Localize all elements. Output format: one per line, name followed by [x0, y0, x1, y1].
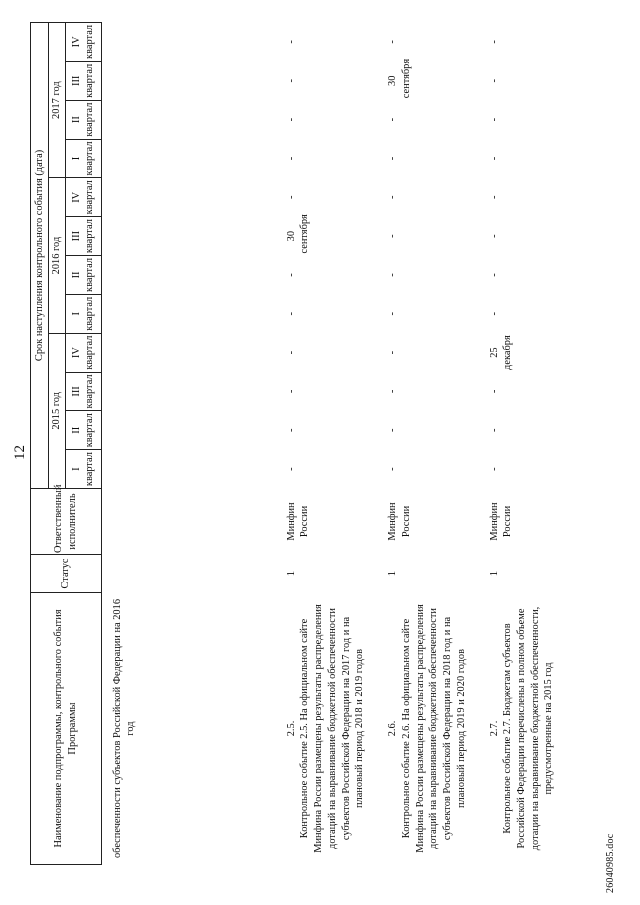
- date-cell: 30 сентября: [387, 58, 412, 99]
- header-year-2016: 2016 год: [49, 178, 66, 333]
- header-status: Статус: [31, 555, 102, 593]
- footer-doc-code: 26040985.doc: [605, 833, 616, 893]
- date-cell: -: [387, 117, 399, 122]
- header-quarter: II квартал: [65, 411, 101, 450]
- date-cell: -: [285, 467, 297, 471]
- date-cell: -: [387, 156, 399, 161]
- executor-value: Минфин России: [285, 502, 311, 541]
- date-cell: -: [387, 234, 399, 238]
- date-cell: -: [387, 428, 399, 432]
- date-cell: -: [488, 273, 500, 277]
- date-cell: -: [387, 467, 399, 471]
- date-cell: -: [387, 350, 399, 355]
- date-cell: 30 сентября: [285, 214, 311, 254]
- date-cell: -: [488, 428, 500, 432]
- header-quarter: III квартал: [65, 61, 101, 100]
- date-cell: -: [387, 40, 399, 44]
- date-cell: 25 декабря: [488, 335, 514, 370]
- executor-value: Минфин России: [387, 502, 412, 541]
- date-cell: -: [387, 389, 399, 394]
- executor-value: Минфин России: [488, 502, 514, 541]
- date-cell: -: [488, 467, 500, 471]
- header-quarter: IV квартал: [65, 333, 101, 372]
- table-row: [479, 22, 567, 864]
- date-cell: -: [285, 389, 297, 394]
- header-year-2017: 2017 год: [49, 22, 66, 177]
- header-quarter: III квартал: [65, 217, 101, 256]
- date-cell: -: [488, 79, 500, 83]
- date-cell: -: [387, 312, 399, 316]
- date-cell: -: [387, 273, 399, 277]
- date-cell: -: [488, 40, 500, 44]
- header-quarter: IV квартал: [65, 178, 101, 217]
- header-quarter: III квартал: [65, 372, 101, 411]
- date-cell: -: [285, 273, 297, 277]
- header-quarter: II квартал: [65, 100, 101, 139]
- date-cell: -: [488, 156, 500, 161]
- table-row: [377, 22, 478, 864]
- date-cell: -: [285, 312, 297, 316]
- header-quarter: I квартал: [65, 139, 101, 178]
- header-quarter: I квартал: [65, 294, 101, 333]
- header-executor: Ответственный исполнитель: [31, 489, 102, 555]
- control-events-table: [30, 22, 566, 865]
- row-number: 2.5.: [285, 720, 297, 737]
- header-name: Наименование подпрограммы, контрольного события Программы: [31, 593, 102, 865]
- header-quarter: II квартал: [65, 256, 101, 295]
- header-quarter: I квартал: [65, 450, 101, 489]
- date-cell: -: [285, 156, 297, 161]
- row-number: 2.7.: [488, 720, 500, 737]
- continued-name: обеспеченности субъектов Российской Федерации на 2016 год: [111, 598, 137, 859]
- page-number: 12: [12, 445, 28, 460]
- status-value: 1: [387, 570, 399, 577]
- table-row: [276, 22, 377, 864]
- date-cell: -: [488, 312, 500, 316]
- date-cell: -: [285, 195, 297, 200]
- status-value: 1: [488, 570, 500, 577]
- date-cell: -: [488, 389, 500, 394]
- row-number: 2.6.: [387, 720, 399, 737]
- event-name: Контрольное событие 2.5. На официальном сайте Минфина России размещены результаты распределения дотаций на выравнивание бюджетной обеспеченности субъектов Российской Федерации на 2017 год и на плановый период 2018 и 2019 годов: [299, 604, 366, 853]
- table-row-continuation: [101, 22, 276, 864]
- date-cell: -: [285, 79, 297, 83]
- header-quarter: IV квартал: [65, 22, 101, 61]
- header-year-2015: 2015 год: [49, 333, 66, 488]
- status-value: 1: [285, 570, 297, 577]
- date-cell: -: [285, 350, 297, 355]
- date-cell: -: [488, 195, 500, 200]
- date-cell: -: [488, 117, 500, 122]
- date-cell: -: [488, 234, 500, 238]
- date-cell: -: [285, 40, 297, 44]
- header-deadline: Срок наступления контрольного события (дата): [31, 22, 49, 488]
- event-name: Контрольное событие 2.6. На официальном сайте Минфина России размещены результаты распределения дотаций на выравнивание бюджетной обеспеченности субъектов Российской Федерации на 2018 год и на плановый период 2019 и 2020 годов: [400, 604, 467, 853]
- date-cell: -: [285, 117, 297, 122]
- event-name: Контрольное событие 2.7. Бюджетам субъектов Российской Федерации перечислены в полном объеме дотации на выравнивание бюджетной обеспеченности, предусмотренные на 2015 год: [502, 606, 555, 851]
- date-cell: -: [387, 195, 399, 200]
- date-cell: -: [285, 428, 297, 432]
